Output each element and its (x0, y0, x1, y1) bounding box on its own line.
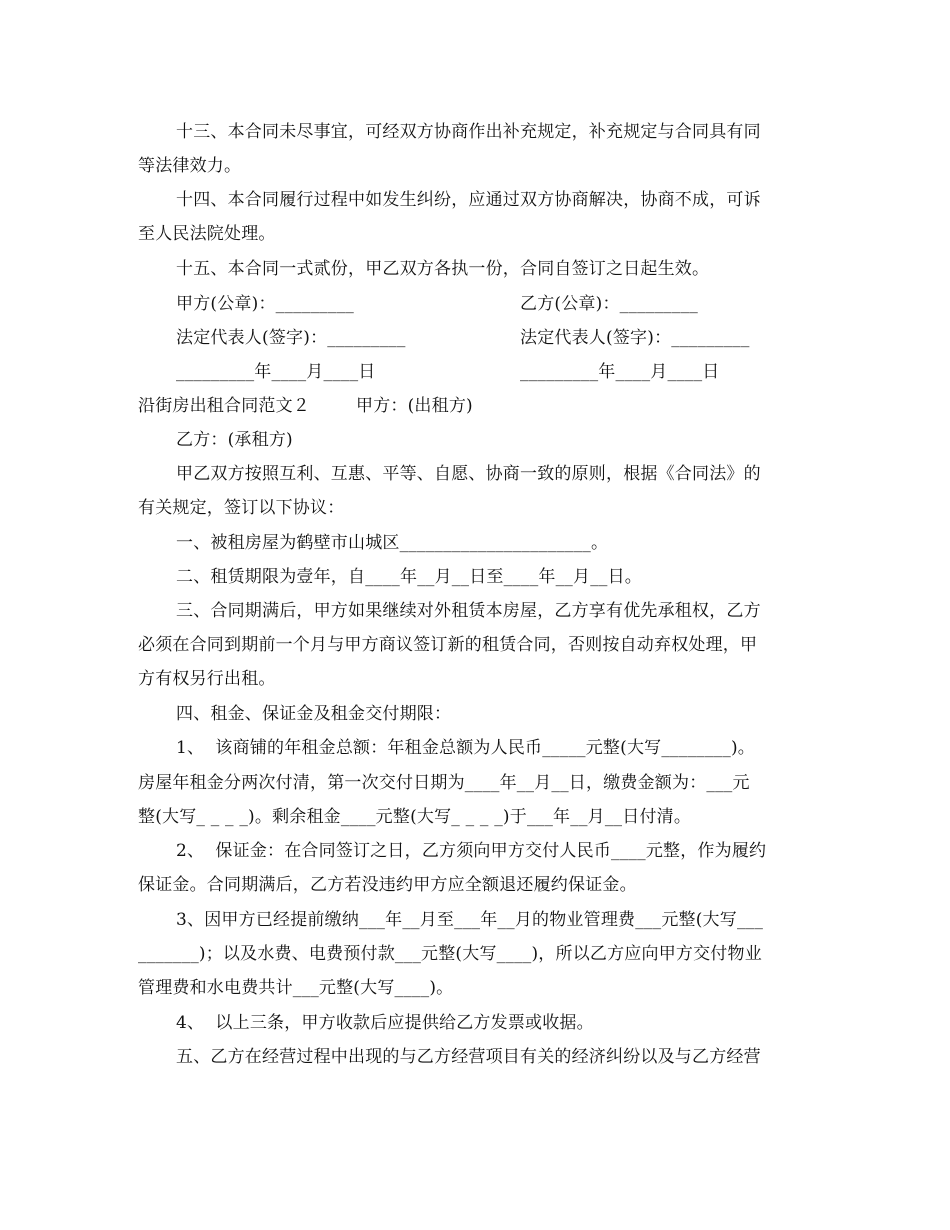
intro-line-2: 有关规定，签订以下协议： (138, 498, 345, 518)
clause-13-line-1: 十三、本合同未尽事宜，可经双方协商作出补充规定，补充规定与合同具有同 (176, 122, 761, 142)
party-a-representative: 法定代表人(签字)：_________ (176, 328, 406, 348)
party-a-seal: 甲方(公章)：_________ (176, 294, 354, 314)
lessor-label: 甲方：(出租方) (356, 396, 473, 416)
clause-4-4: 4、 以上三条，甲方收款后应提供给乙方发票或收据。 (176, 1013, 594, 1033)
clause-4: 四、租金、保证金及租金交付期限： (176, 704, 452, 724)
clause-3-line-2: 必须在合同到期前一个月与甲方商议签订新的租赁合同，否则按自动弃权处理，甲 (138, 635, 758, 655)
party-a-date: _________年____月____日 (176, 362, 376, 382)
clause-15: 十五、本合同一式贰份，甲乙双方各执一份，合同自签订之日起生效。 (176, 259, 710, 279)
party-b-seal: 乙方(公章)：_________ (520, 294, 698, 314)
clause-13-line-2: 等法律效力。 (138, 156, 242, 176)
party-b-date: _________年____月____日 (520, 362, 720, 382)
clause-1: 一、被租房屋为鹤壁市山城区______________________。 (176, 533, 609, 553)
clause-4-1-line-2: 房屋年租金分两次付清，第一次交付日期为____年__月__日，缴费金额为：___元 (138, 773, 750, 793)
party-b-representative: 法定代表人(签字)：_________ (520, 328, 750, 348)
clause-4-2-line-2: 保证金。合同期满后，乙方若没违约甲方应全额退还履约保证金。 (138, 875, 637, 895)
clause-4-1-line-3: 整(大写_ _ _ _)。剩余租金____元整(大写_ _ _ _)于___年__月__日付清。 (138, 807, 692, 827)
clause-4-3-line-3: 管理费和水电费共计___元整(大写____)。 (138, 978, 454, 998)
clause-4-1-line-1: 1、 该商铺的年租金总额：年租金总额为人民币_____元整(大写________)。 (176, 738, 755, 758)
intro-line-1: 甲乙双方按照互利、互惠、平等、自愿、协商一致的原则，根据《合同法》的 (176, 464, 761, 484)
clause-5-line-1: 五、乙方在经营过程中出现的与乙方经营项目有关的经济纠纷以及与乙方经营 (176, 1047, 761, 1067)
clause-4-2-line-1: 2、 保证金：在合同签订之日，乙方须向甲方交付人民币____元整，作为履约 (176, 841, 767, 861)
clause-4-3-line-2: _______)；以及水费、电费预付款___元整(大写____)，所以乙方应向甲方交付物业 (138, 944, 762, 964)
clause-3-line-3: 方有权另行出租。 (138, 669, 276, 689)
lessee-label: 乙方：(承租方) (176, 430, 293, 450)
clause-14-line-2: 至人民法院处理。 (138, 224, 276, 244)
clause-14-line-1: 十四、本合同履行过程中如发生纠纷，应通过双方协商解决，协商不成，可诉 (176, 190, 761, 210)
clause-3-line-1: 三、合同期满后，甲方如果继续对外租赁本房屋，乙方享有优先承租权，乙方 (176, 601, 761, 621)
sample-2-title: 沿街房出租合同范文２ (138, 396, 310, 416)
clause-2: 二、租赁期限为壹年，自____年__月__日至____年__月__日。 (176, 567, 642, 587)
clause-4-3-line-1: 3、因甲方已经提前缴纳___年__月至___年__月的物业管理费___元整(大写___ (176, 910, 764, 930)
